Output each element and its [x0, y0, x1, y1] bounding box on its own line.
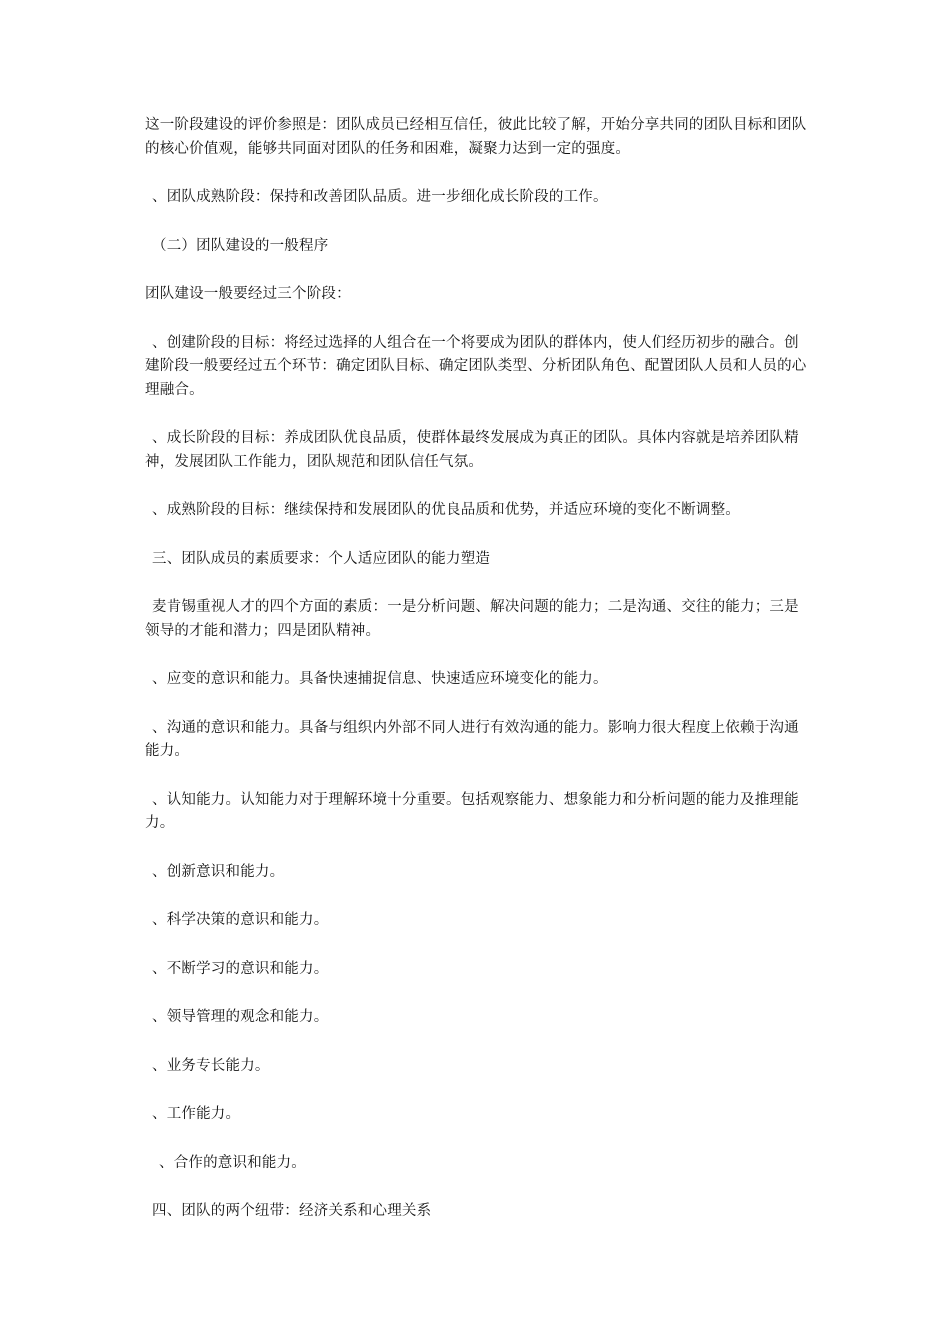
list-item-leadership: 、领导管理的观念和能力。: [152, 1009, 329, 1025]
paragraph-creation-stage: 、创建阶段的目标：将经过选择的人组合在一个将要成为团队的群体内，使人们经历初步的融合。创建阶段一般要经过五个环节：确定团队目标、确定团队类型、分析团队角色、配置团队人员和人员的心理融合。: [145, 334, 807, 398]
paragraph-mckinsey: 麦肯锡重视人才的四个方面的素质：一是分析问题、解决问题的能力；二是沟通、交往的能力；三是领导的才能和潜力；四是团队精神。: [145, 599, 799, 639]
section-heading-member-quality: 三、团队成员的素质要求：个人适应团队的能力塑造: [152, 550, 491, 567]
list-item-work: 、工作能力。: [152, 1106, 241, 1122]
list-item-communication: 、沟通的意识和能力。具备与组织内外部不同人进行有效沟通的能力。影响力很大程度上依赖于沟通能力。: [145, 719, 799, 759]
section-heading-two-bonds: 四、团队的两个纽带：经济关系和心理关系: [152, 1203, 432, 1219]
section-heading-general-procedure: （二）团队建设的一般程序: [152, 237, 329, 254]
list-item-expertise: 、业务专长能力。: [152, 1057, 270, 1074]
list-item-decision: 、科学决策的意识和能力。: [152, 912, 329, 928]
list-item-learning: 、不断学习的意识和能力。: [152, 960, 329, 977]
paragraph-growth-stage: 、成长阶段的目标：养成团队优良品质，使群体最终发展成为真正的团队。具体内容就是培养团队精神，发展团队工作能力，团队规范和团队信任气氛。: [145, 430, 799, 470]
paragraph-mature-stage: 、成熟阶段的目标：继续保持和发展团队的优良品质和优势，并适应环境的变化不断调整。: [152, 502, 740, 518]
paragraph-stage-evaluation: 这一阶段建设的评价参照是：团队成员已经相互信任，彼此比较了解，开始分享共同的团队目标和团队的核心价值观，能够共同面对团队的任务和困难，凝聚力达到一定的强度。: [145, 117, 807, 157]
paragraph-three-stages: 团队建设一般要经过三个阶段：: [145, 286, 351, 302]
list-item-cognition: 、认知能力。认知能力对于理解环境十分重要。包括观察能力、想象能力和分析问题的能力及推理能力。: [145, 791, 799, 831]
list-item-innovation: 、创新意识和能力。: [152, 863, 285, 880]
list-item-cooperation: 、合作的意识和能力。: [159, 1154, 306, 1171]
paragraph-maturity-stage: 、团队成熟阶段：保持和改善团队品质。进一步细化成长阶段的工作。: [152, 189, 608, 205]
list-item-adaptability: 、应变的意识和能力。具备快速捕捉信息、快速适应环境变化的能力。: [152, 671, 608, 687]
document-page: [145, 114, 810, 1249]
